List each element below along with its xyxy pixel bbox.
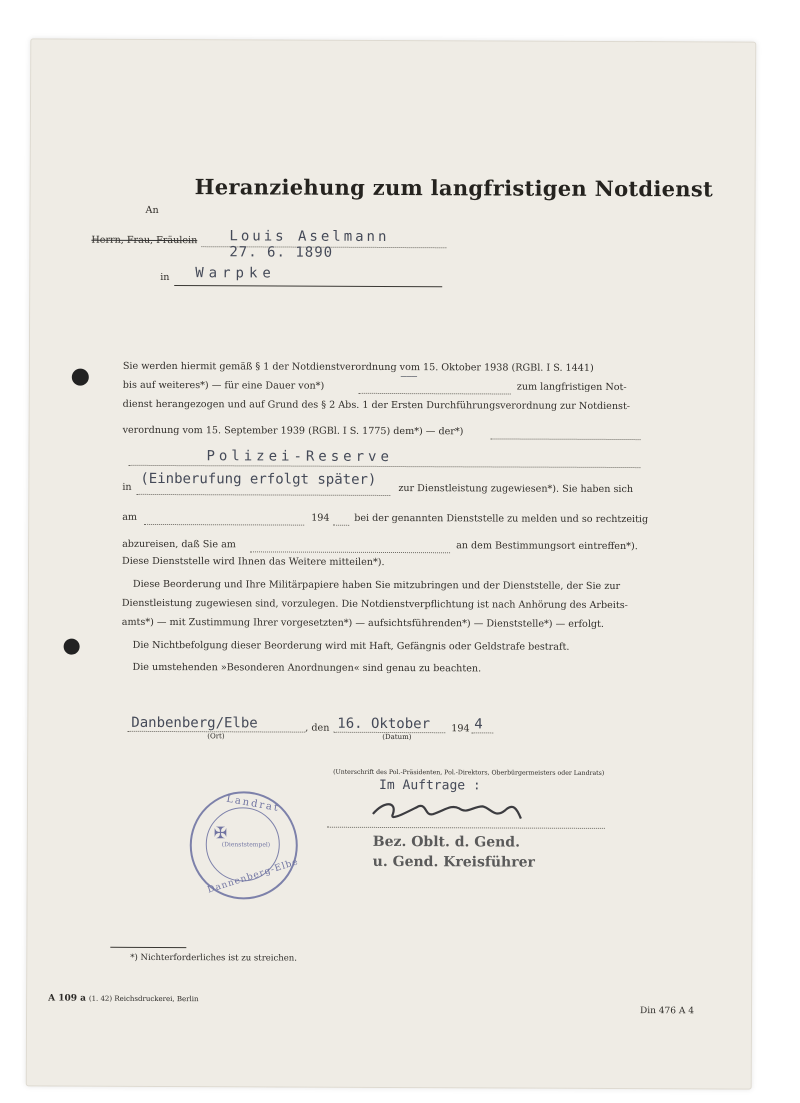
body-line: Diese Beorderung und Ihre Militärpapiere haben Sie mitzubringen und der Dienststelle, der Sie zur: [132, 578, 621, 592]
body-line: an dem Bestimmungsort eintreffen*).: [456, 540, 638, 553]
in-label: in: [160, 271, 170, 284]
body-line: Dienstleistung zugewiesen sind, vorzulegen. Die Notdienstverpflichtung ist nach Anhörung des Arbeits-: [121, 597, 628, 612]
body-line: zum langfristigen Not-: [516, 381, 627, 394]
year-digit: 4: [474, 716, 483, 733]
body-line: amts*) — mit Zustimmung Ihrer vorgesetzten*) — aufsichtsführenden*) — Dienststelle*) — erfolgt.: [121, 616, 604, 630]
body-line: bis auf weiteres*) — für eine Dauer von*): [122, 379, 325, 392]
punch-hole: [72, 369, 89, 386]
punch-hole: [64, 639, 80, 655]
document-title: Heranziehung zum langfristigen Notdienst: [194, 174, 714, 202]
official-stamp: [190, 791, 298, 899]
stamp-bottom-text: Dannenberg-Elbe: [206, 857, 300, 896]
body-line: Die Nichtbefolgung dieser Beorderung wird mit Haft, Gefängnis oder Geldstrafe bestraft.: [132, 639, 570, 653]
body-line: abzureisen, daß Sie am: [122, 538, 236, 551]
din-label: Din 476 A 4: [640, 1006, 694, 1017]
issue-date: 16. Oktober: [337, 715, 431, 733]
assignment-note: (Einberufung erfolgt später): [140, 470, 377, 488]
document-sheet: [26, 38, 757, 1089]
body-line: Sie werden hiermit gemäß § 1 der Notdienstverordnung vom 15. Oktober 1938 (RGBl. I S. 1441): [122, 360, 594, 374]
im-auftrage: Im Auftrage :: [379, 777, 481, 794]
rank-stamp-line1: Bez. Oblt. d. Gend.: [372, 833, 521, 851]
den-label: , den: [305, 722, 330, 734]
body-line: dienst herangezogen und auf Grund des § 2 Abs. 1 der Ersten Durchführungsverordnung zur Notdienst-: [122, 398, 631, 413]
issue-place: Danbenberg/Elbe: [131, 714, 258, 732]
body-line: in: [122, 481, 132, 493]
body-line: Die umstehenden »Besonderen Anordnungen« sind genau zu beachten.: [132, 661, 482, 675]
body-line: Diese Dienststelle wird Ihnen das Weitere mitteilen*).: [121, 555, 385, 568]
form-number: A 109 a (1. 42) Reichsdruckerei, Berlin: [48, 993, 199, 1004]
body-line: zur Dienstleistung zugewiesen*). Sie haben sich: [398, 483, 634, 496]
salutation: Herrn, Frau, Fräulein: [91, 234, 198, 247]
recipient-birthdate: 27. 6. 1890: [229, 244, 334, 261]
assigned-unit: Polizei-Reserve: [206, 448, 393, 466]
signature-caption: (Unterschrift des Pol.-Präsidenten, Pol.-Direktors, Oberbürgermeisters oder Landrats): [333, 768, 605, 777]
body-line: bei der genannten Dienststelle zu melden und so rechtzeitig: [354, 512, 649, 526]
typed-dash: ———: [400, 372, 418, 383]
stamp-center-text: (Dienststempel): [221, 841, 271, 849]
body-line: am: [122, 511, 138, 523]
recipient-name: Louis Aselmann: [229, 228, 390, 245]
footnote: *) Nichterforderliches ist zu streichen.: [130, 952, 297, 964]
body-line: verordnung vom 15. September 1939 (RGBl. I S. 1775) dem*) — der*): [122, 424, 464, 438]
rank-stamp-line2: u. Gend. Kreisführer: [372, 853, 535, 871]
datum-label: (Datum): [382, 732, 412, 742]
ort-label: (Ort): [207, 732, 225, 741]
recipient-place: Warpke: [195, 265, 276, 282]
body-line: 194: [311, 512, 330, 524]
an-label: An: [145, 204, 159, 216]
handwritten-signature: [367, 792, 527, 829]
stamp-top-text: Landrat: [225, 793, 281, 815]
year-prefix: 194: [451, 723, 470, 735]
eagle-icon: ✠: [213, 823, 228, 843]
